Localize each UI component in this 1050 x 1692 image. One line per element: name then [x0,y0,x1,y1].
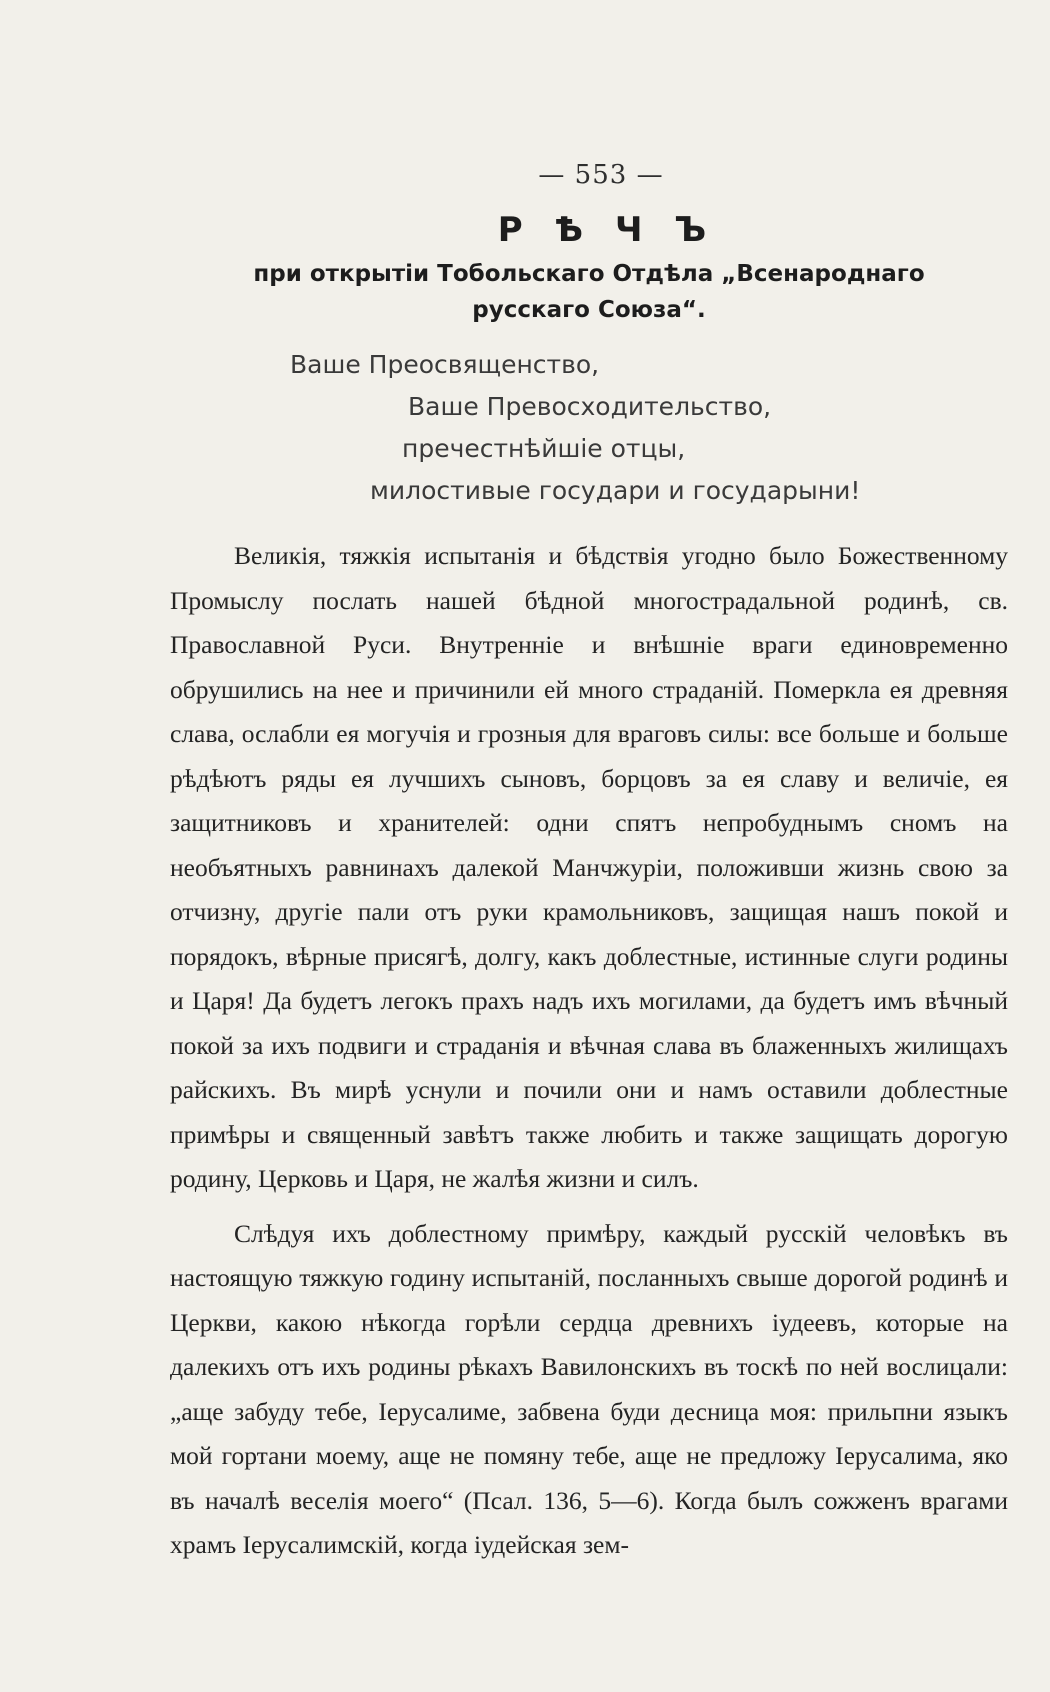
paragraph: Великія, тяжкія испытанія и бѣдствія угодно было Божественному Промыслу послать нашей бѣдной многострадальной родинѣ, св. Православной Руси. Внутренніе и внѣшніе враги единовременно обрушились на нее и причинили ей много страданій. Померкла ея древняя слава, ослабли ея могучія и грозныя для враговъ силы: все больше и больше рѣдѣютъ ряды ея лучшихъ сыновъ, борцовъ за ея славу и величіе, ея защитниковъ и хранителей: одни спятъ непробуднымъ сномъ на необъятныхъ равнинахъ далекой Манчжуріи, положивши жизнь свою за отчизну, другіе пали отъ руки крамольниковъ, защищая нашъ покой и порядокъ, вѣрные присягѣ, долгу, какъ доблестные, истинные слуги родины и Царя! Да будетъ легокъ прахъ надъ ихъ могилами, да будетъ имъ вѣчный покой за ихъ подвиги и страданія и вѣчная слава въ блаженныхъ жилищахъ райскихъ. Въ мирѣ уснули и почили они и намъ оставили доблестные примѣры и священный завѣтъ также любить и также защищать дорогую родину, Церковь и Царя, не жалѣя жизни и силъ. [170,541,1008,1193]
page-content [170,160,1008,1578]
speech-title: Р Ѣ Ч Ъ [497,210,717,250]
salutation-block [170,344,1008,512]
speech-subtitle-line-1: при открытіи Тобольскаго Отдѣла „Всенароднаго [253,261,925,287]
salutation-line: пречестнѣйшіе отцы, [402,434,686,463]
salutation-line: милостивые государи и государыни! [370,476,861,505]
salutation-line: Ваше Преосвященство, [290,350,600,379]
page-number: — 553 — [538,160,664,190]
paragraph: Слѣдуя ихъ доблестному примѣру, каждый русскій человѣкъ въ настоящую тяжкую годину испытаній, посланныхъ свыше дорогой родинѣ и Церкви, какою нѣкогда горѣли сердца древнихъ іудеевъ, которые на далекихъ отъ ихъ родины рѣкахъ Вавилонскихъ въ тоскѣ по ней вослицали: „аще забуду тебе, Іерусалиме, забвена буди десница моя: прильпни языкъ мой гортани моему, аще не помяну тебе, аще не предложу Іерусалима, яко въ началѣ веселія моего“ (Псал. 136, 5—6). Когда былъ сожженъ врагами храмъ Іерусалимскій, когда іудейская зем- [170,1218,1008,1559]
speech-subtitle-line-2: русскаго Союза“. [472,297,706,323]
speech-body [170,534,1008,1568]
salutation-line: Ваше Превосходительство, [408,392,772,421]
